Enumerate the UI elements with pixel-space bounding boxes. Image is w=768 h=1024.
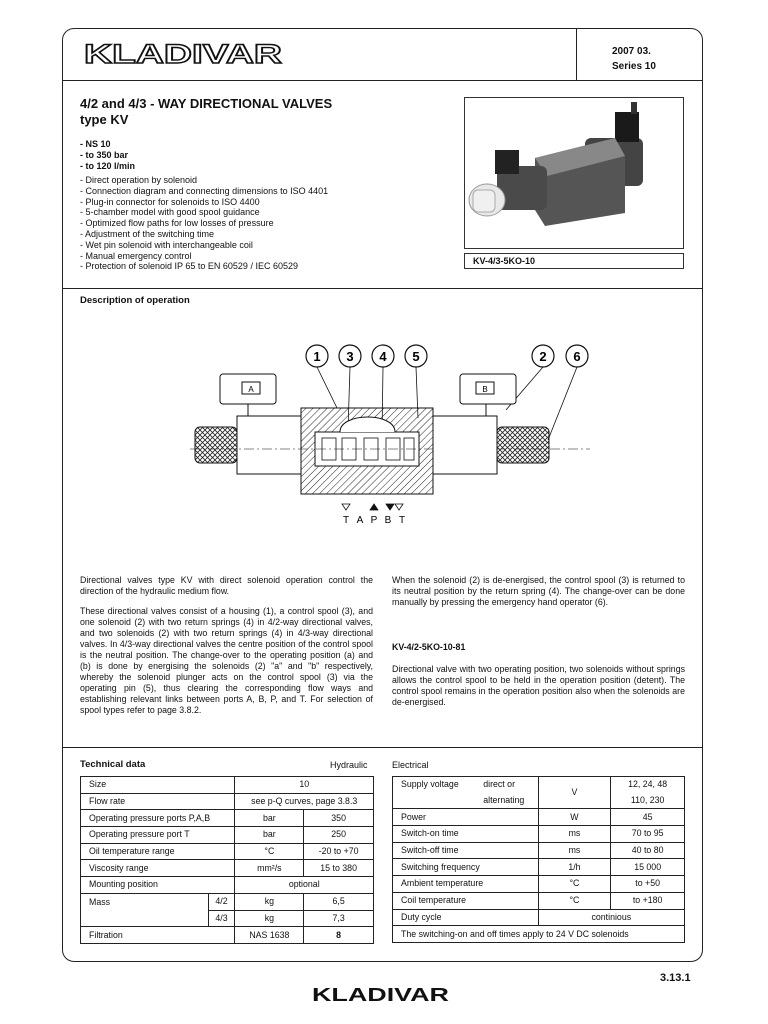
row-label: Supply voltage [393,777,474,809]
row-label: Flow rate [81,793,235,810]
description-title: Description of operation [80,295,190,306]
table-row [393,777,685,793]
callout-2-label: 2 [539,349,547,364]
table-row [81,893,374,910]
row-unit: W [538,809,611,826]
row-label: Oil temperature range [81,843,235,860]
row-value: 7,3 [304,910,374,927]
row-label: Power [393,809,539,826]
table-row [81,793,374,810]
svg-text:KLADIVAR: KLADIVAR [84,40,282,66]
valve-cross-section-diagram [190,340,590,530]
description-right-paragraph-1: When the solenoid (2) is de-energised, the control spool (3) is returned to its neutral position by the return spring (4). The change-over can be done manually by pressing the emergency hand operator (6). [392,575,685,607]
table-row [81,777,374,794]
svg-text:KLADIVAR: KLADIVAR [312,986,449,1002]
row-value: 8 [304,927,374,944]
row-unit: °C [235,843,304,860]
row-label: Switch-on time [393,826,539,843]
table-note: The switching-on and off times apply to 24 V DC solenoids [393,926,685,943]
feature-item: - Plug-in connector for solenoids to ISO 4400 [80,196,260,207]
header-divider [62,80,703,81]
row-sub: direct or [473,777,538,793]
row-unit: 1/h [538,859,611,876]
header-date: 2007 03. [612,46,651,57]
hydraulic-label: Hydraulic [330,760,368,770]
footer-kladivar-logo [312,986,450,1002]
row-label: Switch-off time [393,842,539,859]
row-value: 250 [304,827,374,844]
description-paragraph: Directional valves type KV with direct solenoid operation control the direction of the hydraulic medium flow. [80,575,373,596]
row-unit: mm²/s [235,860,304,877]
table-row [81,827,374,844]
page-number: 3.13.1 [660,972,691,984]
row-label: Mass [81,893,209,926]
row-value: 6,5 [304,893,374,910]
table-row [81,927,374,944]
callout-4-label: 4 [379,349,387,364]
row-unit: ms [538,842,611,859]
row-value: to +50 [611,876,685,893]
row-unit: kg [235,893,304,910]
port-p: P [370,515,378,526]
row-value: optional [235,877,374,894]
kladivar-logo [84,40,284,66]
row-type: 4/3 [208,910,235,927]
row-unit: °C [538,876,611,893]
title-line-2: type KV [80,112,129,127]
row-value: -20 to +70 [304,843,374,860]
row-label: Operating pressure port T [81,827,235,844]
spec-list [80,139,135,171]
row-value: 12, 24, 48 [611,777,685,793]
row-unit: ms [538,826,611,843]
table-row [393,809,685,826]
table-row [393,859,685,876]
title-line-1: 4/2 and 4/3 - WAY DIRECTIONAL VALVES [80,96,333,111]
row-value: 70 to 95 [611,826,685,843]
row-value: 10 [235,777,374,794]
coil-a-label: A [248,385,254,394]
port-t-left: T [342,515,350,526]
feature-item: - Connection diagram and connecting dimensions to ISO 4401 [80,185,329,196]
table-row [81,843,374,860]
row-label: Ambient temperature [393,876,539,893]
table-row [393,876,685,893]
row-unit: bar [235,810,304,827]
row-value: 15 to 380 [304,860,374,877]
row-label: Viscosity range [81,860,235,877]
row-label: Size [81,777,235,794]
table-row [81,810,374,827]
hydraulic-table [80,776,374,944]
row-value: 15 000 [611,859,685,876]
callout-5-label: 5 [412,349,420,364]
row-label: Mounting position [81,877,235,894]
detent-subheading: KV-4/2-5KO-10-81 [392,642,466,652]
feature-item: - Wet pin solenoid with interchangeable coil [80,239,253,250]
row-value: continious [538,909,684,926]
table-row [393,909,685,926]
feature-item: - Protection of solenoid IP 65 to EN 60529 / IEC 60529 [80,261,298,272]
feature-item: - Direct operation by solenoid [80,175,198,185]
photo-caption: KV-4/3-5KO-10 [464,253,684,269]
row-label: Switching frequency [393,859,539,876]
row-value: 110, 230 [611,793,685,809]
table-row [393,842,685,859]
technical-title: Technical data [80,759,146,770]
callout-1-label: 1 [313,349,321,364]
page-title [80,96,332,128]
description-left-column [80,575,373,716]
port-a: A [356,515,364,526]
port-t-right: T [398,515,406,526]
spec-item: - to 120 l/min [80,160,136,171]
spec-item: - NS 10 [80,139,111,149]
section-divider [62,747,703,748]
row-type: 4/2 [208,893,235,910]
spec-item: - to 350 bar [80,149,129,160]
electrical-label: Electrical [392,760,429,770]
feature-item: - Adjustment of the switching time [80,228,215,239]
table-row [393,826,685,843]
description-paragraph: These directional valves consist of a housing (1), a control spool (3), and one solenoid (2) with two return springs (4) in 4/2-way directional valves, and two solenoids (2) with two return springs (4) in 4/3-way directional valves. In 4/3-way directional valves the centre position of the control spool is the neutral position. The change-over to the operating position (a) and (b) is done by energising the solenoids (2) "a" and "b" respectively, whereby the solenoid plunger acts on the control spool (3) via the operating pin (5), thus clearing the corresponding flow ways and establishing relevant links between ports A, B, P, and T. For selection of spool types refer to page 3.8.2. [80,606,373,715]
port-b: B [384,515,392,526]
row-sub: alternating [473,793,538,809]
row-unit: kg [235,910,304,927]
row-label: Coil temperature [393,892,539,909]
section-divider [62,288,703,289]
row-label: Filtration [81,927,235,944]
electrical-table [392,776,685,943]
row-unit: V [538,777,611,809]
feature-item: - Manual emergency control [80,250,192,261]
row-value: to +180 [611,892,685,909]
product-photo [464,97,684,249]
header-series: Series 10 [612,61,656,72]
table-row [393,892,685,909]
row-value: 40 to 80 [611,842,685,859]
row-value: 45 [611,809,685,826]
row-unit: NAS 1638 [235,927,304,944]
callout-3-label: 3 [346,349,354,364]
feature-list [80,175,328,272]
feature-item: - Optimized flow paths for low losses of pressure [80,218,274,229]
row-unit: bar [235,827,304,844]
row-value: see p-Q curves, page 3.8.3 [235,793,374,810]
callout-6-label: 6 [573,349,581,364]
header-vertical-divider [576,28,577,80]
table-row [393,926,685,943]
valve-photo-illustration [465,98,683,248]
description-right-paragraph-2: Directional valve with two operating position, two solenoids without springs allows the control spool to be held in the operation position (detent). The control spool remains in the operation position also when the solenoids are de-energised. [392,664,685,707]
coil-b-label: B [482,385,488,394]
row-value: 350 [304,810,374,827]
header-date-block [612,44,656,74]
row-unit: °C [538,892,611,909]
row-label: Duty cycle [393,909,539,926]
table-row [81,860,374,877]
row-label: Operating pressure ports P,A,B [81,810,235,827]
feature-item: - 5-chamber model with good spool guidance [80,207,260,218]
table-row [81,877,374,894]
